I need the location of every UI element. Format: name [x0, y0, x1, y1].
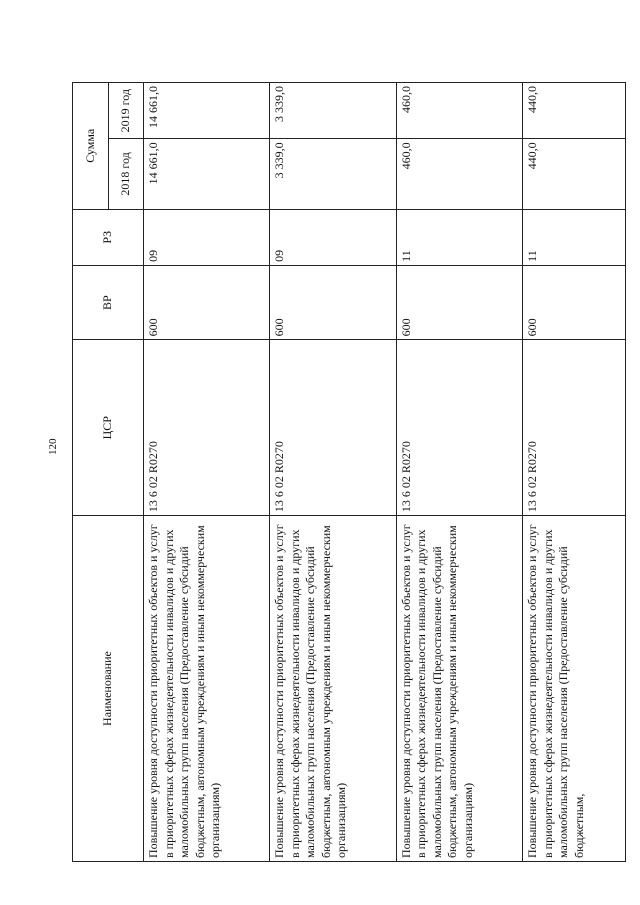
row-2019: 3 339,0 [270, 83, 396, 139]
row-2018: 460,0 [396, 139, 522, 209]
row-vr: 600 [270, 265, 396, 340]
row-rz: 11 [523, 209, 626, 265]
row-name: Повышение уровня доступности приоритетных объектов и услуг в приоритетных сферах жизнедеятельности инвалидов и других маломобильных групп населения (Предоставление субсидий бюджетным, автономным учреждениям и иным некоммерческим организациям) [144, 516, 270, 862]
row-csr: 13 6 02 R0270 [270, 340, 396, 516]
row-2019: 14 661,0 [144, 83, 270, 139]
header-vr: ВР [73, 265, 144, 340]
header-rz: РЗ [73, 209, 144, 265]
header-row [73, 83, 109, 862]
row-2018: 3 339,0 [270, 139, 396, 209]
header-csr: ЦСР [73, 340, 144, 516]
header-2019: 2019 год [109, 83, 144, 139]
header-sum: Сумма [73, 83, 109, 210]
table-row [523, 83, 626, 862]
row-rz: 11 [396, 209, 522, 265]
table-row [396, 83, 522, 862]
row-name: Повышение уровня доступности приоритетных объектов и услуг в приоритетных сферах жизнедеятельности инвалидов и других маломобильных групп населения (Предоставление субсидий бюджетным, автономным учреждениям и иным некоммерческим организациям) [396, 516, 522, 862]
row-2019: 460,0 [396, 83, 522, 139]
row-name: Повышение уровня доступности приоритетных объектов и услуг в приоритетных сферах жизнедеятельности инвалидов и других маломобильных групп населения (Предоставление субсидий бюджетным, автономным учреждениям и иным некоммерческим организациям) [270, 516, 396, 862]
row-csr: 13 6 02 R0270 [523, 340, 626, 516]
budget-table-rotated [72, 82, 626, 862]
row-csr: 13 6 02 R0270 [144, 340, 270, 516]
table-row [144, 83, 270, 862]
table-row [270, 83, 396, 862]
page-number: 120 [47, 438, 59, 455]
header-name: Наименование [73, 516, 144, 862]
row-vr: 600 [144, 265, 270, 340]
row-vr: 600 [396, 265, 522, 340]
row-csr: 13 6 02 R0270 [396, 340, 522, 516]
row-name: Повышение уровня доступности приоритетных объектов и услуг в приоритетных сферах жизнедеятельности инвалидов и других маломобильных групп населения (Предоставление субсидий бюджетным, [523, 516, 626, 862]
row-rz: 09 [270, 209, 396, 265]
row-vr: 600 [523, 265, 626, 340]
row-2018: 440,0 [523, 139, 626, 209]
row-rz: 09 [144, 209, 270, 265]
row-2019: 440,0 [523, 83, 626, 139]
header-2018: 2018 год [109, 139, 144, 209]
budget-table [72, 82, 626, 862]
row-2018: 14 661,0 [144, 139, 270, 209]
